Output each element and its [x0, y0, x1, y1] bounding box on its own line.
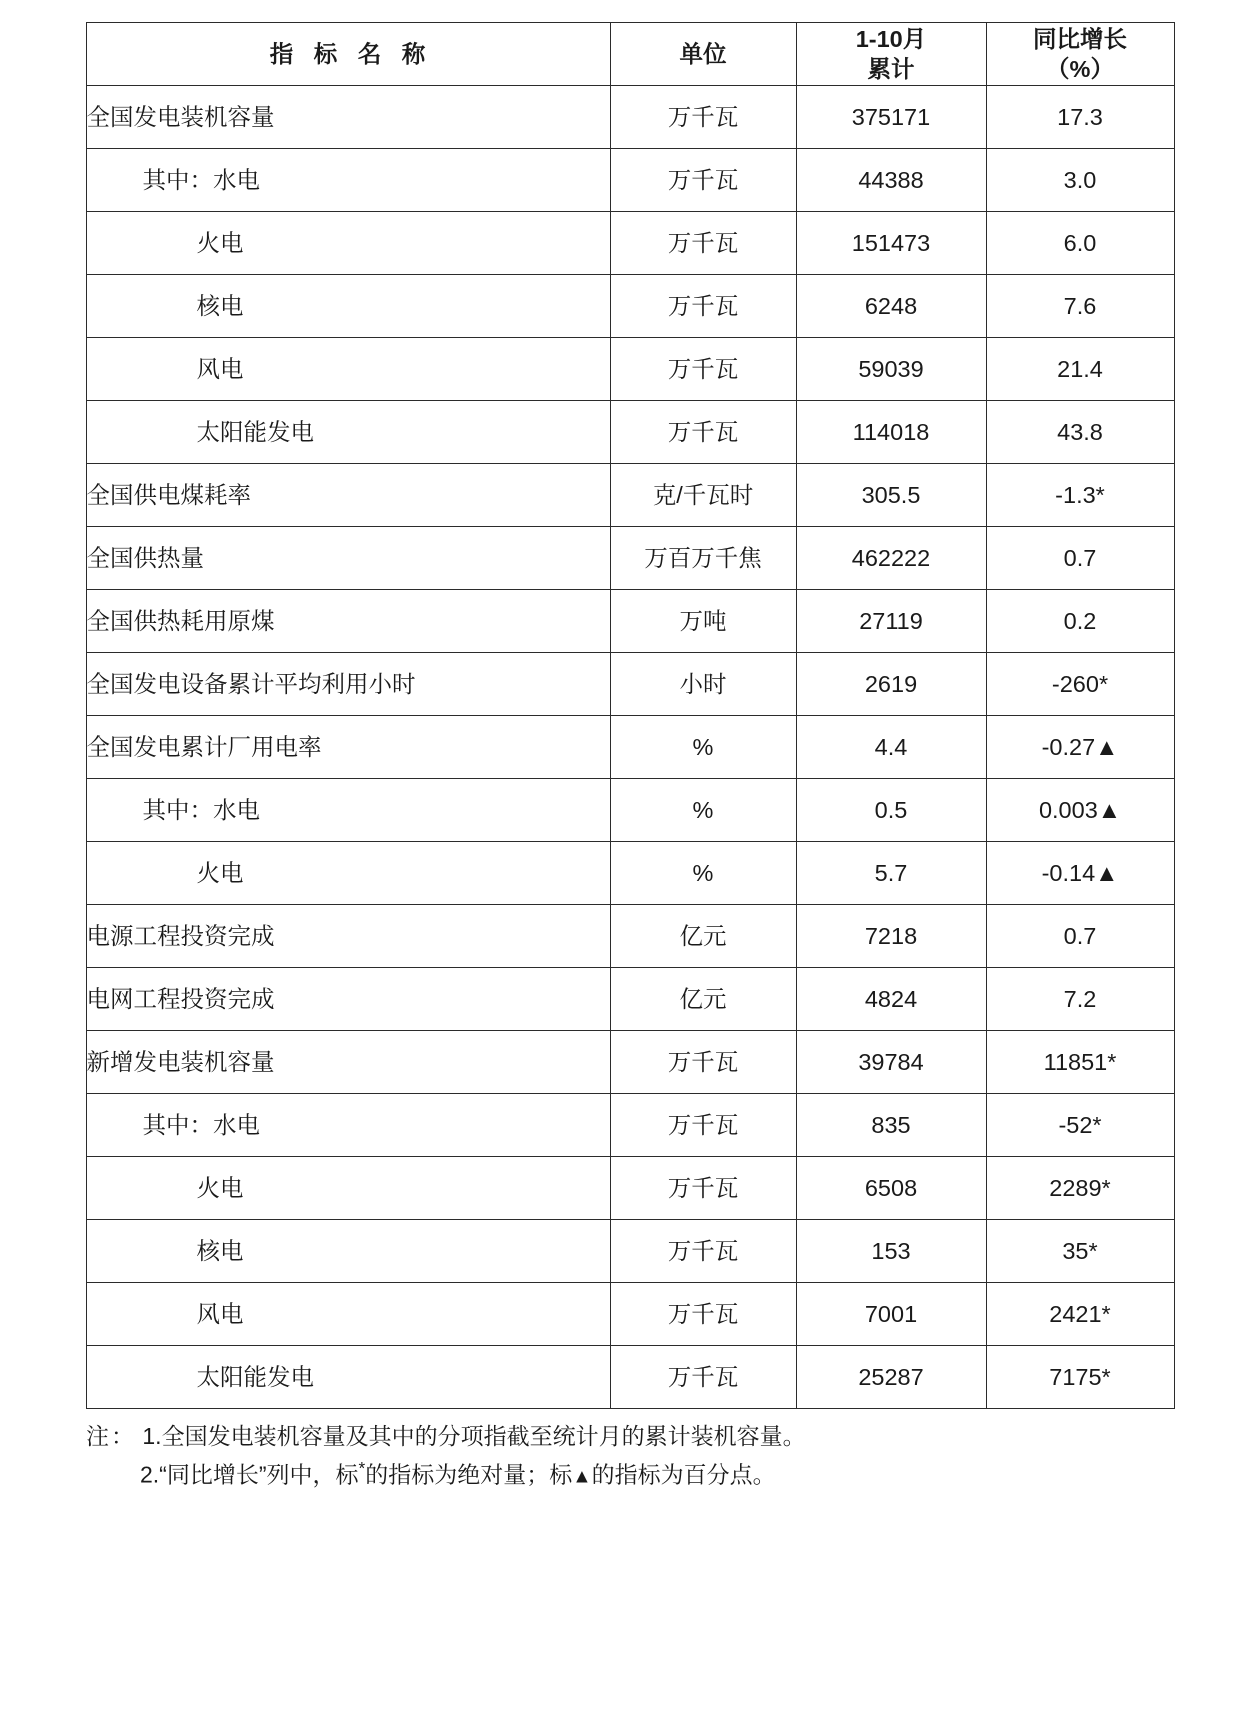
row-unit: 万千瓦 [610, 1220, 796, 1283]
row-cumulative-value: 305.5 [796, 464, 986, 527]
row-indicator-name: 全国供热耗用原煤 [86, 590, 610, 653]
column-header-unit: 单位 [610, 23, 796, 86]
row-yoy-value: -1.3* [986, 464, 1174, 527]
table-row [86, 212, 1174, 275]
row-indicator-name: 全国发电装机容量 [86, 86, 610, 149]
table-row [86, 590, 1174, 653]
note-2-text-post: 的指标为百分点。 [591, 1461, 776, 1488]
row-unit: 亿元 [610, 905, 796, 968]
table-row [86, 842, 1174, 905]
header-row [86, 23, 1174, 86]
row-indicator-name: 火电 [86, 842, 610, 905]
table-row [86, 653, 1174, 716]
column-header-cumulative [796, 23, 986, 86]
notes-label: 注： [86, 1423, 136, 1449]
column-header-indicator-name: 指 标 名 称 [86, 23, 610, 86]
table-row [86, 527, 1174, 590]
row-cumulative-value: 44388 [796, 149, 986, 212]
row-cumulative-value: 151473 [796, 212, 986, 275]
row-unit: % [610, 716, 796, 779]
row-yoy-value: -260* [986, 653, 1174, 716]
table-row [86, 1346, 1174, 1409]
row-yoy-value: 43.8 [986, 401, 1174, 464]
row-yoy-value: -52* [986, 1094, 1174, 1157]
row-indicator-name: 核电 [86, 275, 610, 338]
table-row [86, 86, 1174, 149]
row-unit: 万吨 [610, 590, 796, 653]
column-header-yoy-line2: （%） [1046, 56, 1114, 82]
row-indicator-name: 火电 [86, 1157, 610, 1220]
row-cumulative-value: 59039 [796, 338, 986, 401]
row-yoy-value: 0.7 [986, 527, 1174, 590]
row-unit: 万千瓦 [610, 1031, 796, 1094]
row-unit: 万千瓦 [610, 86, 796, 149]
power-statistics-table [86, 22, 1175, 1409]
note-2-text-pre: 2.“同比增长”列中，标 [140, 1461, 359, 1488]
table-header [86, 23, 1174, 86]
row-unit: 万千瓦 [610, 1157, 796, 1220]
row-cumulative-value: 6248 [796, 275, 986, 338]
row-indicator-name: 核电 [86, 1220, 610, 1283]
table-row [86, 716, 1174, 779]
row-indicator-name: 电源工程投资完成 [86, 905, 610, 968]
table-row [86, 905, 1174, 968]
table-body [86, 86, 1174, 1409]
row-yoy-value: 2421* [986, 1283, 1174, 1346]
table-row [86, 779, 1174, 842]
row-cumulative-value: 375171 [796, 86, 986, 149]
table-row [86, 1157, 1174, 1220]
row-indicator-name: 其中：水电 [86, 1094, 610, 1157]
note-row-2 [86, 1455, 1174, 1493]
note-row-1 [86, 1419, 1174, 1455]
row-indicator-name: 全国发电设备累计平均利用小时 [86, 653, 610, 716]
row-yoy-value: 7.2 [986, 968, 1174, 1031]
table-notes [86, 1419, 1174, 1493]
row-indicator-name: 全国供电煤耗率 [86, 464, 610, 527]
table-row [86, 464, 1174, 527]
row-yoy-value: 7.6 [986, 275, 1174, 338]
row-cumulative-value: 4824 [796, 968, 986, 1031]
note-2-text-mid: 的指标为绝对量；标 [365, 1461, 573, 1488]
table-row [86, 1220, 1174, 1283]
row-yoy-value: 6.0 [986, 212, 1174, 275]
row-indicator-name: 全国发电累计厂用电率 [86, 716, 610, 779]
row-indicator-name: 风电 [86, 338, 610, 401]
note-1-text: 1.全国发电装机容量及其中的分项指截至统计月的累计装机容量。 [142, 1423, 806, 1449]
row-cumulative-value: 6508 [796, 1157, 986, 1220]
row-yoy-value: 0.003▲ [986, 779, 1174, 842]
table-row [86, 1283, 1174, 1346]
row-yoy-value: 0.7 [986, 905, 1174, 968]
column-header-yoy [986, 23, 1174, 86]
column-header-cumulative-line2: 累计 [867, 56, 915, 82]
row-indicator-name: 火电 [86, 212, 610, 275]
row-yoy-value: 3.0 [986, 149, 1174, 212]
row-unit: % [610, 779, 796, 842]
row-cumulative-value: 4.4 [796, 716, 986, 779]
row-unit: 万千瓦 [610, 1283, 796, 1346]
row-indicator-name: 其中：水电 [86, 779, 610, 842]
row-yoy-value: 17.3 [986, 86, 1174, 149]
row-unit: 亿元 [610, 968, 796, 1031]
column-header-yoy-line1: 同比增长 [1033, 25, 1127, 52]
row-unit: 万千瓦 [610, 338, 796, 401]
row-indicator-name: 新增发电装机容量 [86, 1031, 610, 1094]
table-row [86, 149, 1174, 212]
row-unit: 万千瓦 [610, 275, 796, 338]
row-cumulative-value: 7001 [796, 1283, 986, 1346]
row-cumulative-value: 25287 [796, 1346, 986, 1409]
row-unit: 小时 [610, 653, 796, 716]
column-header-cumulative-line1: 1-10月 [855, 25, 927, 52]
row-cumulative-value: 114018 [796, 401, 986, 464]
row-indicator-name: 太阳能发电 [86, 1346, 610, 1409]
row-cumulative-value: 39784 [796, 1031, 986, 1094]
table-row [86, 401, 1174, 464]
row-indicator-name: 其中：水电 [86, 149, 610, 212]
table-row [86, 338, 1174, 401]
row-indicator-name: 风电 [86, 1283, 610, 1346]
row-indicator-name: 全国供热量 [86, 527, 610, 590]
row-unit: 万千瓦 [610, 212, 796, 275]
row-yoy-value: 0.2 [986, 590, 1174, 653]
row-yoy-value: -0.27▲ [986, 716, 1174, 779]
row-yoy-value: 21.4 [986, 338, 1174, 401]
row-cumulative-value: 5.7 [796, 842, 986, 905]
table-row [86, 1031, 1174, 1094]
table-row [86, 1094, 1174, 1157]
row-unit: 万千瓦 [610, 1346, 796, 1409]
table-row [86, 275, 1174, 338]
triangle-marker: ▲ [572, 1465, 592, 1488]
row-unit: % [610, 842, 796, 905]
row-cumulative-value: 153 [796, 1220, 986, 1283]
row-cumulative-value: 7218 [796, 905, 986, 968]
row-yoy-value: 11851* [986, 1031, 1174, 1094]
row-cumulative-value: 27119 [796, 590, 986, 653]
row-unit: 万千瓦 [610, 401, 796, 464]
table-row [86, 968, 1174, 1031]
row-cumulative-value: 2619 [796, 653, 986, 716]
row-cumulative-value: 0.5 [796, 779, 986, 842]
row-cumulative-value: 835 [796, 1094, 986, 1157]
row-unit: 万千瓦 [610, 149, 796, 212]
row-yoy-value: 2289* [986, 1157, 1174, 1220]
row-cumulative-value: 462222 [796, 527, 986, 590]
row-unit: 万千瓦 [610, 1094, 796, 1157]
row-yoy-value: -0.14▲ [986, 842, 1174, 905]
row-unit: 克/千瓦时 [610, 464, 796, 527]
row-indicator-name: 太阳能发电 [86, 401, 610, 464]
asterisk-marker: * [358, 1457, 366, 1478]
row-yoy-value: 7175* [986, 1346, 1174, 1409]
row-yoy-value: 35* [986, 1220, 1174, 1283]
row-unit: 万百万千焦 [610, 527, 796, 590]
row-indicator-name: 电网工程投资完成 [86, 968, 610, 1031]
